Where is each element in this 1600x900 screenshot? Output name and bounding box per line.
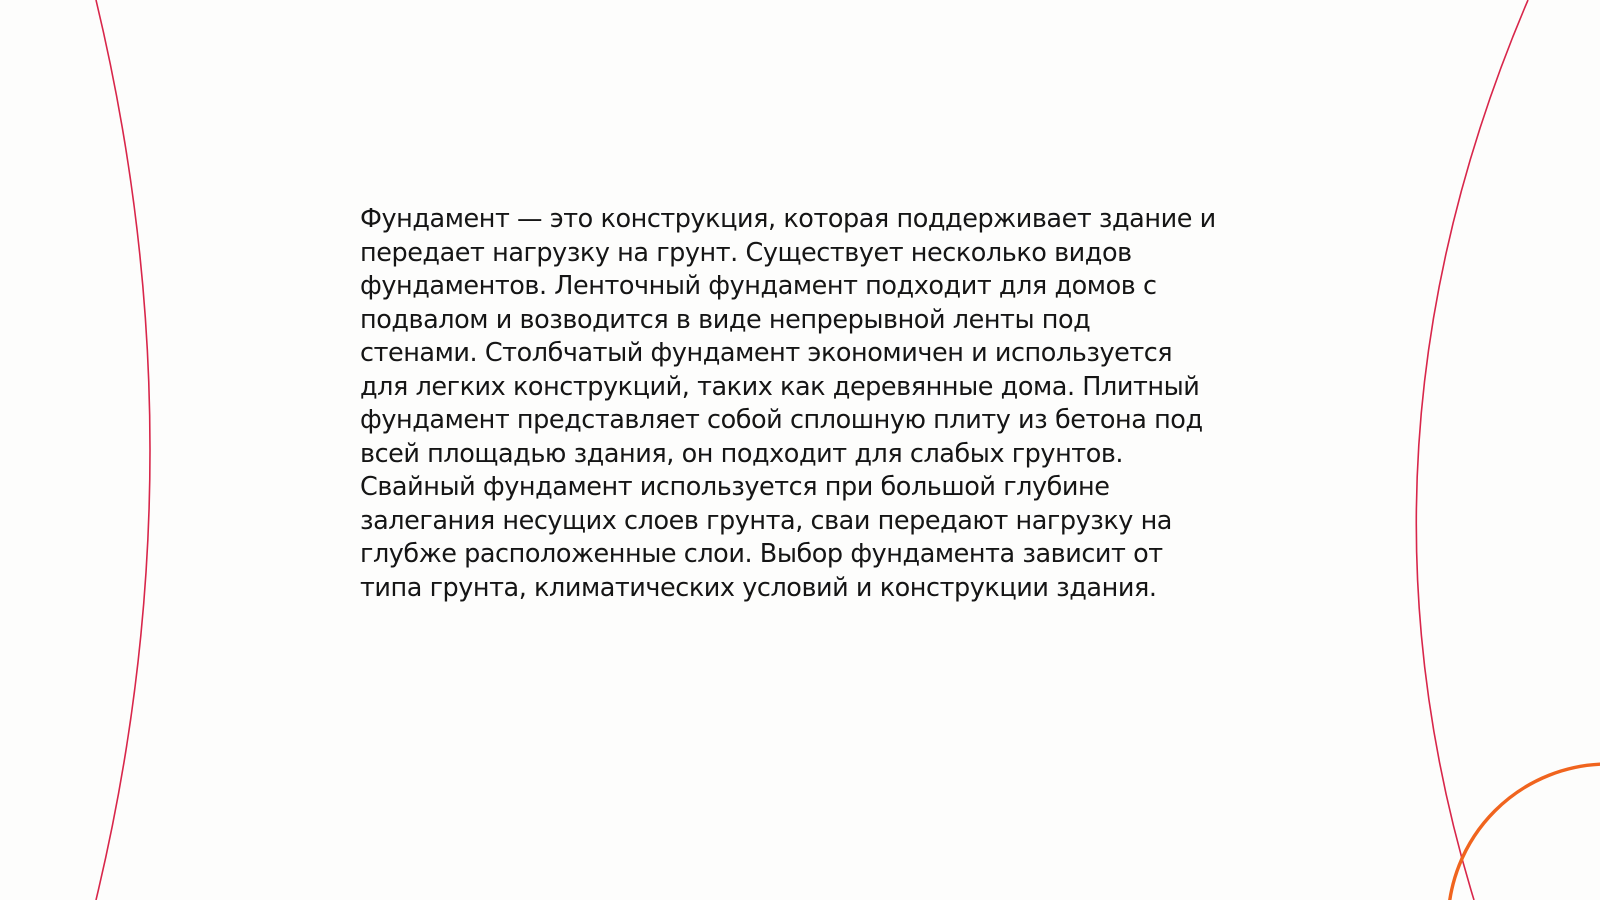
paragraph-line: всей площадью здания, он подходит для слабых грунтов.	[360, 438, 1124, 469]
paragraph-line: стенами. Столбчатый фундамент экономичен и используется	[360, 338, 1173, 368]
paragraph-line: фундаментов. Ленточный фундамент подходит для домов с	[360, 271, 1157, 301]
foundation-description	[360, 203, 1260, 605]
left-border-arc	[96, 0, 150, 900]
paragraph-line: залегания несущих слоев грунта, сваи передают нагрузку на	[360, 505, 1172, 536]
paragraph-line: Фундамент — это конструкция, которая поддерживает здание и	[360, 204, 1216, 234]
paragraph-line: для легких конструкций, таких как деревянные дома. Плитный	[360, 371, 1200, 402]
paragraph-line: подвалом и возводится в виде непрерывной ленты под	[360, 304, 1091, 335]
paragraph-line: фундамент представляет собой сплошную плиту из бетона под	[360, 405, 1203, 435]
paragraph-line: Свайный фундамент используется при большой глубине	[360, 472, 1110, 502]
right-border-arc	[1416, 0, 1528, 900]
paragraph-line: типа грунта, климатических условий и конструкции здания.	[360, 572, 1157, 603]
paragraph-line: передает нагрузку на грунт. Существует несколько видов	[360, 237, 1132, 268]
paragraph-line: глубже расположенные слои. Выбор фундамента зависит от	[360, 539, 1163, 569]
accent-circle	[1448, 764, 1600, 900]
